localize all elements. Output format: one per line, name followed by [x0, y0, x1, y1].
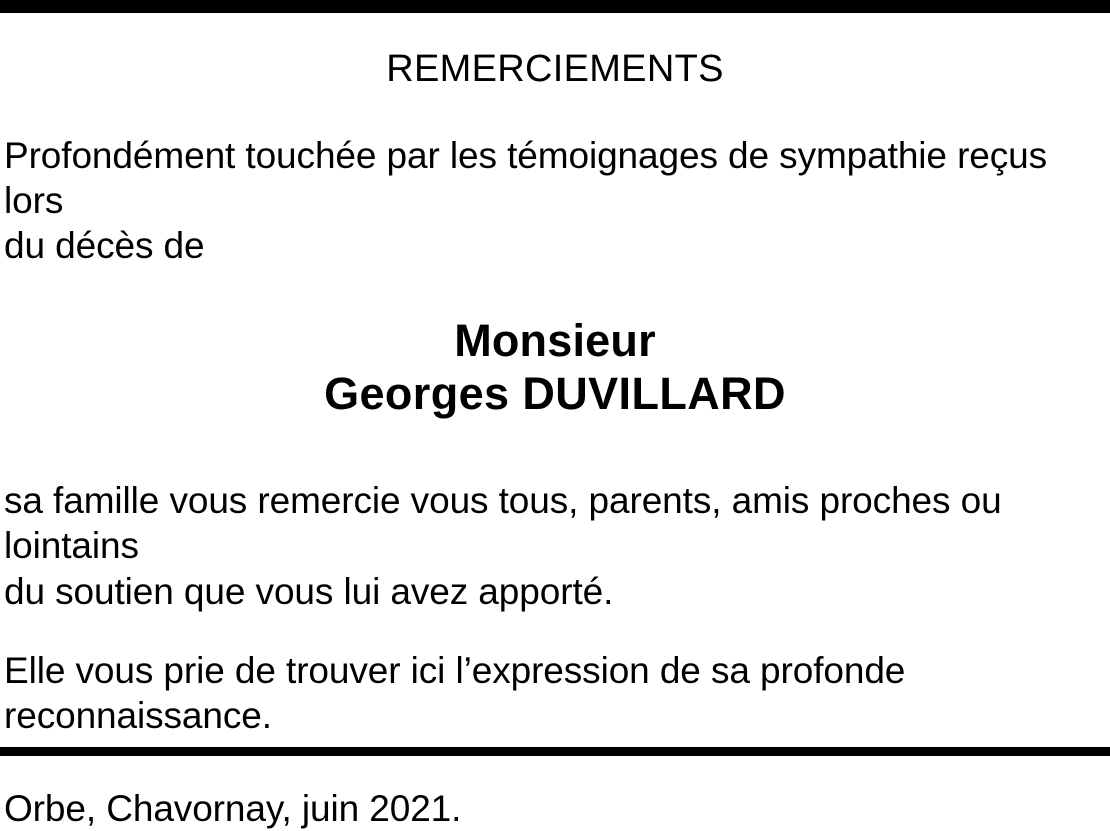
honoree-title: Monsieur: [454, 315, 656, 367]
gratitude-paragraph: Elle vous prie de trouver ici l’expression de sa profonde reconnaissance.: [4, 649, 906, 736]
honoree-name: Georges DUVILLARD: [324, 368, 786, 420]
thanks-paragraph: [2, 478, 1108, 613]
thanks-line-2: du soutien que vous lui avez apporté.: [4, 570, 614, 612]
notice-content: [0, 13, 1110, 831]
intro-line-1: Profondément touchée par les témoignages de sympathie reçus lors: [4, 134, 1048, 221]
place-date: Orbe, Chavornay, juin 2021.: [4, 787, 462, 829]
intro-line-2: du décès de: [4, 225, 205, 267]
page-title: REMERCIEMENTS: [386, 48, 724, 90]
top-divider: [0, 0, 1110, 13]
bottom-divider: [0, 747, 1110, 756]
thanks-line-1: sa famille vous remercie vous tous, parents, amis proches ou lointains: [4, 480, 1002, 567]
honoree-block: [2, 314, 1108, 420]
intro-paragraph: [2, 133, 1108, 268]
